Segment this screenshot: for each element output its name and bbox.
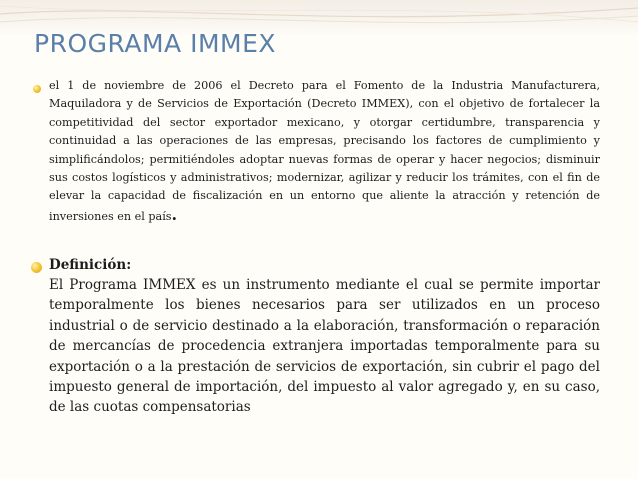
bullet-paragraph	[49, 77, 600, 226]
slide-title: PROGRAMA IMMEX	[34, 29, 277, 58]
definition-heading: Definición:	[49, 257, 132, 273]
bullet-end-mark: .	[171, 204, 178, 224]
definition-text: El Programa IMMEX es un instrumento mediante el cual se permite importar temporalmente los bienes necesarios para ser utilizados en un proceso industrial o de servicio destinado a la elaboración, transformación o reparación de mercancías de procedencia extranjera importadas temporalmente para su exportación o a la prestación de servicios de exportación, sin cubrir el pago del impuesto general de importación, del impuesto al valor agregado y, en su caso, de las cuotas compensatorias	[49, 277, 600, 416]
bullet-icon	[31, 262, 42, 273]
bullet-text: el 1 de noviembre de 2006 el Decreto para el Fomento de la Industria Manufacturera, Maquiladora y de Servicios de Exportación (Decreto IMMEX), con el objetivo de fortalecer la competitividad del sector exportador mexicano, y otorgar certidumbre, transparencia y continuidad a las operaciones de las empresas, precisando los factores de cumplimiento y simplificándolos; permitiéndoles adoptar nuevas formas de operar y hacer negocios; disminuir sus costos logísticos y administrativos; modernizar, agilizar y reducir los trámites, con el fin de elevar la capacidad de fiscalización en un entorno que aliente la atracción y retención de inversiones en el país	[49, 79, 600, 223]
bullet-icon	[33, 85, 41, 93]
